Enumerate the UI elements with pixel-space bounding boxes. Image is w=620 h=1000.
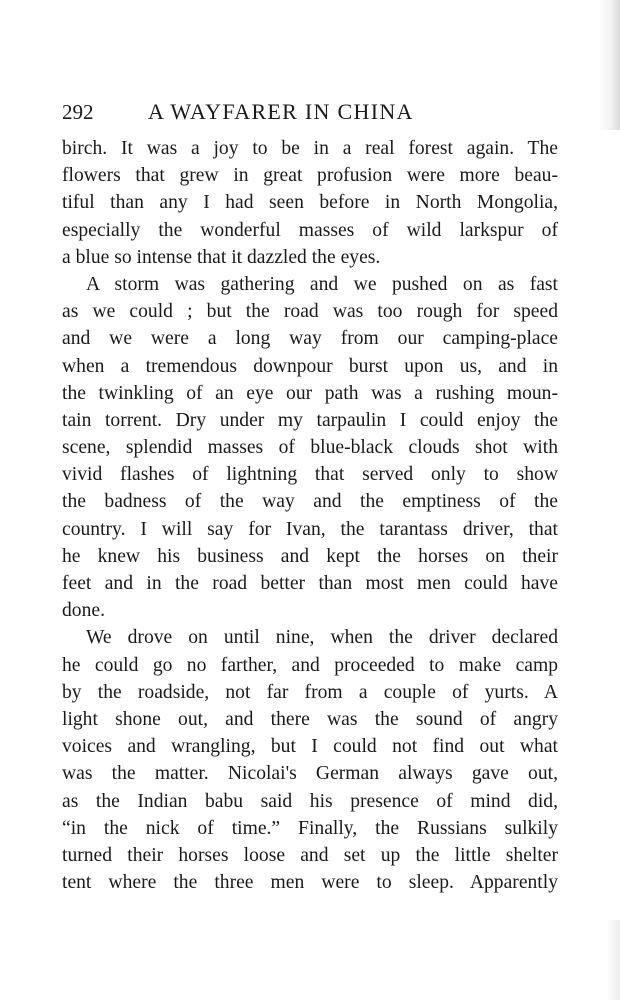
running-title: A WAYFARER IN CHINA xyxy=(148,99,414,124)
text-line: the badness of the way and the emptiness of the xyxy=(62,491,558,513)
text-line: done. xyxy=(62,600,105,622)
text-line: as we could ; but the road was too rough for speed xyxy=(62,301,558,323)
text-line: was the matter. Nicolai's German always gave out, xyxy=(62,763,558,785)
text-line: turned their horses loose and set up the little shelter xyxy=(62,844,558,866)
text-line: tiful than any I had seen before in North Mongolia, xyxy=(62,192,558,214)
text-line: feet and in the road better than most men could have xyxy=(62,573,558,594)
text-line: birch. It was a joy to be in a real forest again. The xyxy=(62,138,558,159)
text-line: light shone out, and there was the sound of angry xyxy=(62,708,558,730)
scan-edge-shadow xyxy=(598,0,620,130)
text-line: vivid flashes of lightning that served only to show xyxy=(62,464,558,486)
text-line: tain torrent. Dry under my tarpaulin I could enjoy the xyxy=(62,409,558,431)
text-line: he could go no farther, and proceeded to make camp xyxy=(62,654,558,676)
scan-edge-shadow-bottom xyxy=(606,920,620,1000)
page-header xyxy=(62,97,562,127)
text-line: “in the nick of time.” Finally, the Russians sulkily xyxy=(62,817,558,839)
text-line: when a tremendous downpour burst upon us, and in xyxy=(62,355,558,377)
text-line: flowers that grew in great profusion were more beau- xyxy=(62,165,558,187)
page-number: 292 xyxy=(62,100,94,124)
text-line: tent where the three men were to sleep. Apparently xyxy=(62,872,558,894)
text-line: We drove on until nine, when the driver declared xyxy=(86,627,558,649)
text-line: A storm was gathering and we pushed on as fast xyxy=(86,273,558,295)
body-text xyxy=(62,135,558,896)
text-line: as the Indian babu said his presence of mind did, xyxy=(62,790,558,812)
text-line: especially the wonderful masses of wild larkspur of xyxy=(62,219,558,241)
text-line: voices and wrangling, but I could not find out what xyxy=(62,736,558,758)
text-line: by the roadside, not far from a couple of yurts. A xyxy=(62,681,558,703)
text-line: a blue so intense that it dazzled the eyes. xyxy=(62,246,381,268)
text-line: he knew his business and kept the horses on their xyxy=(62,545,558,567)
text-line: scene, splendid masses of blue-black clouds shot with xyxy=(62,437,558,459)
text-line: and we were a long way from our camping-place xyxy=(62,328,558,350)
text-line: the twinkling of an eye our path was a rushing moun- xyxy=(62,382,558,404)
text-line: country. I will say for Ivan, the tarantass driver, that xyxy=(62,518,558,540)
